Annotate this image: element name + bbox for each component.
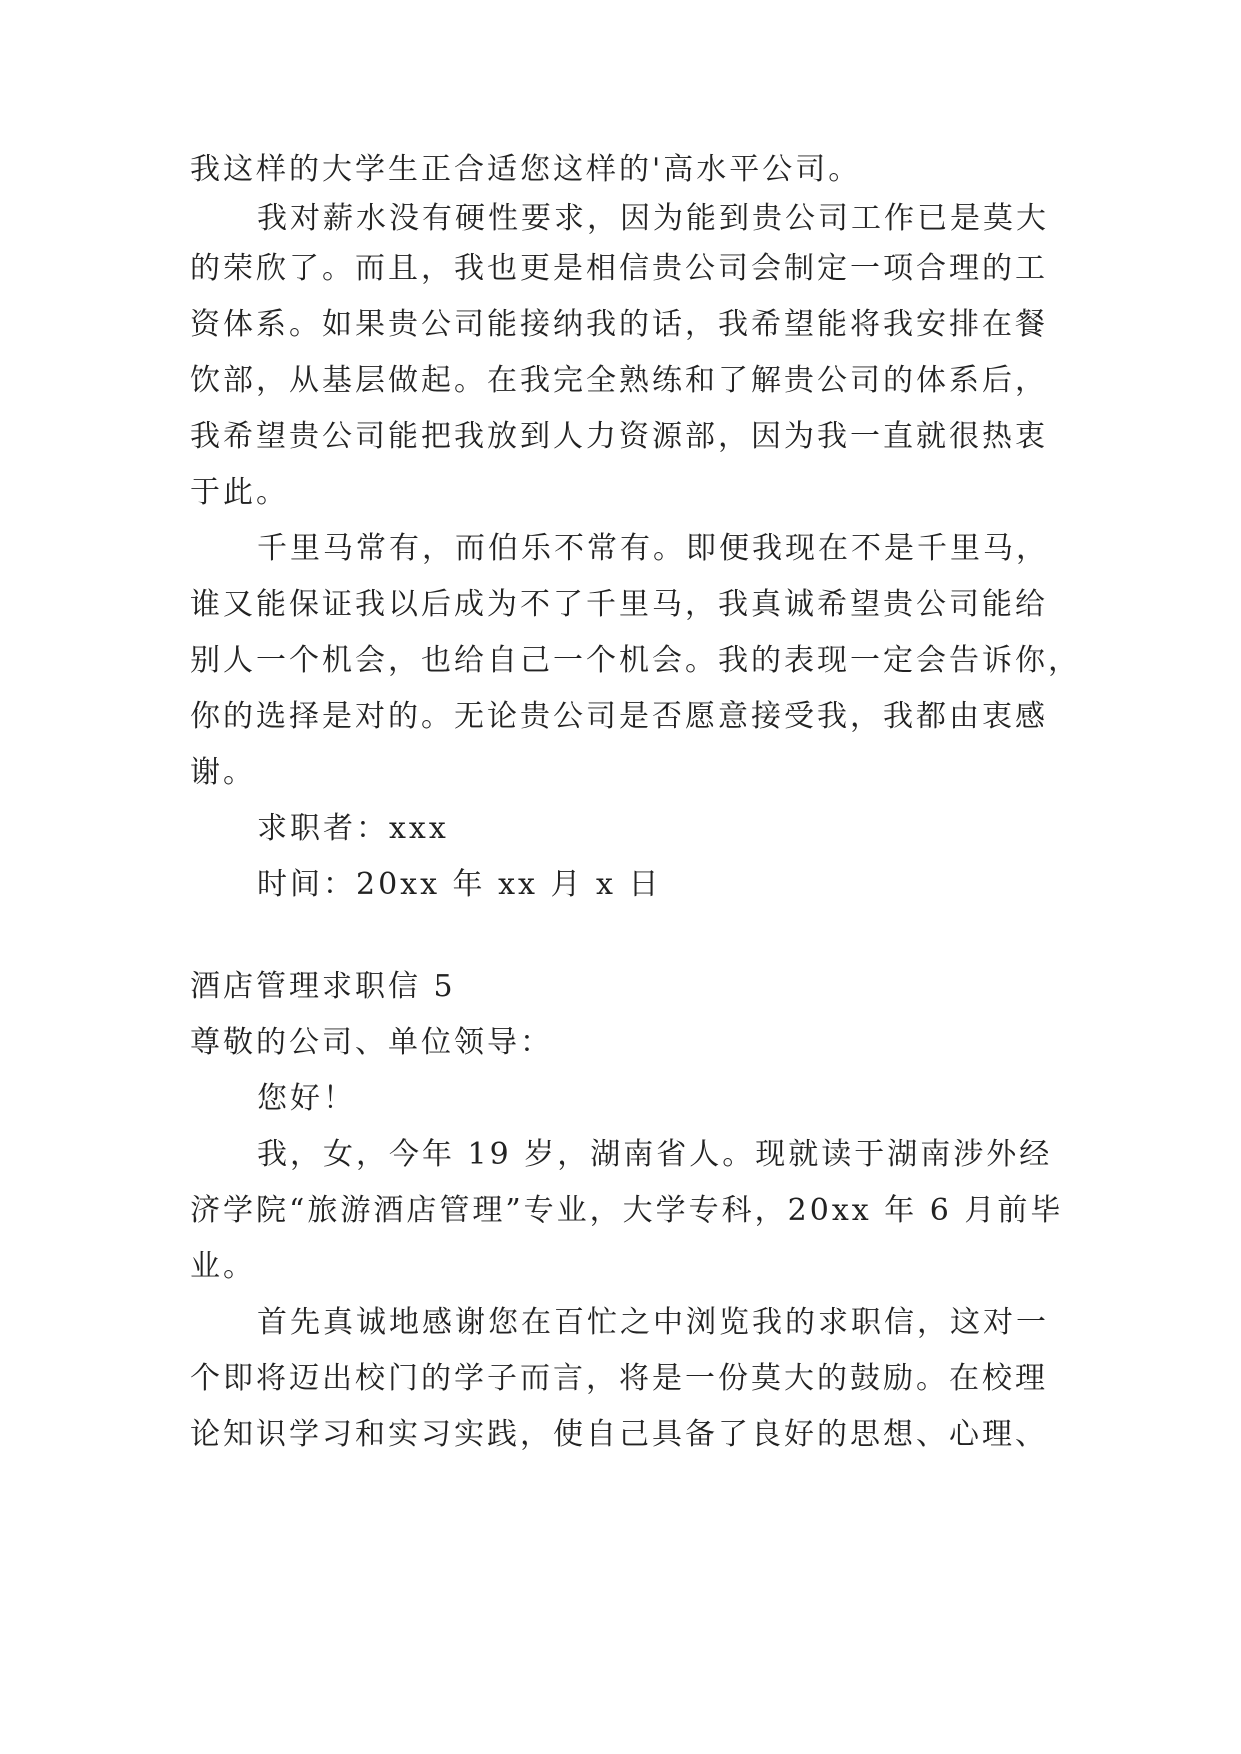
paragraph-line: 论知识学习和实习实践，使自己具备了良好的思想、心理、 [190,1417,1048,1452]
salutation: 尊敬的公司、单位领导： [190,1025,553,1060]
paragraph-line: 谢。 [190,755,256,790]
paragraph-line: 济学院“旅游酒店管理”专业，大学专科，20xx 年 6 月前毕 [190,1193,1064,1228]
paragraph-line: 别人一个机会，也给自己一个机会。我的表现一定会告诉你， [190,643,1081,678]
greeting: 您好！ [257,1081,356,1116]
paragraph-line: 我希望贵公司能把我放到人力资源部，因为我一直就很热衷 [190,419,1048,454]
paragraph-line: 我这样的大学生正合适您这样的'高水平公司。 [190,152,862,187]
paragraph-line: 个即将迈出校门的学子而言，将是一份莫大的鼓励。在校理 [190,1361,1048,1396]
paragraph-line: 我对薪水没有硬性要求，因为能到贵公司工作已是莫大 [257,201,1049,236]
paragraph-line: 于此。 [190,475,289,510]
signature-date: 时间：20xx 年 xx 月 x 日 [257,867,662,902]
paragraph-line: 我，女，今年 19 岁，湖南省人。现就读于湖南涉外经 [257,1137,1053,1172]
paragraph-line: 首先真诚地感谢您在百忙之中浏览我的求职信，这对一 [257,1305,1049,1340]
paragraph-line: 千里马常有，而伯乐不常有。即便我现在不是千里马， [257,531,1049,566]
paragraph-line: 饮部，从基层做起。在我完全熟练和了解贵公司的体系后， [190,363,1048,398]
section-title: 酒店管理求职信 5 [190,969,456,1004]
signature-applicant: 求职者：xxx [257,811,449,846]
paragraph-line: 业。 [190,1249,256,1284]
paragraph-line: 的荣欣了。而且，我也更是相信贵公司会制定一项合理的工 [190,251,1048,286]
paragraph-line: 谁又能保证我以后成为不了千里马，我真诚希望贵公司能给 [190,587,1048,622]
paragraph-line: 你的选择是对的。无论贵公司是否愿意接受我，我都由衷感 [190,699,1048,734]
paragraph-line: 资体系。如果贵公司能接纳我的话，我希望能将我安排在餐 [190,307,1048,342]
